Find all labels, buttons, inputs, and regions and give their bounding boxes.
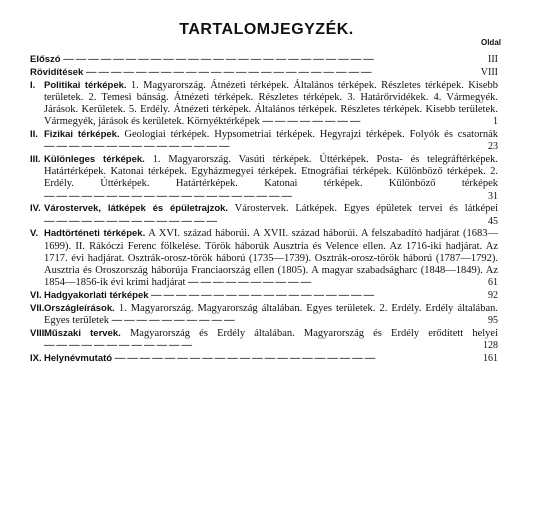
toc-entry-engineering-plans[interactable]: VIII. Műszaki tervek. Magyarország és Erdély általában. Magyarország és Erdély erődített helyei ———————————— 128 [30, 327, 499, 352]
entry-number: III. [30, 154, 41, 165]
toc-entry-political-maps[interactable]: I. Politikai térképek. 1. Magyarország. Átnézeti térképek. Általános térképek. Részletes térképek. Kisebb területek. 2. Temesi bánság. Átnézeti térképek. Részletes térképek. 3. Határőrvidékek. 4. Vármegyék. Járások. Kerületek. 5. Erdély. Átnézeti térképek. Általános térképek. Részletes térképek. Kisebb területek. Vármegyék, járások és kerületek. Környéktérképek ———————— 1 [30, 79, 498, 128]
entry-number: IX. [30, 352, 42, 364]
entry-page: 31 [484, 191, 498, 203]
entry-heading: Országleírások. [44, 302, 115, 314]
entry-page: 161 [479, 353, 498, 365]
entry-page: 128 [479, 340, 498, 352]
toc-entry-foreword[interactable]: Előszó ————————————————————————— III [30, 54, 498, 65]
toc-entry-physical-maps[interactable]: II. Fizikai térképek. Geologiai térképek. Hypsometriai térképek. Hegyrajzi térképek. Folyók és csatornák ——————————————— 23 [30, 129, 498, 153]
entry-heading: Előszó [30, 54, 61, 65]
entry-text: A XVI. század háborúi. A XVII. század háborúi. A felszabadító hadjárat (1683—1699). II. Rákóczi Ferenc fölkelése. Török háborúk Ausztria és Velence ellen. Az 1716-iki hadjárat. Az 1717. évi hadjárat. Osztrák-orosz-török háború (1735—1739). Osztrák-orosz-török háború (1787—1792). Ausztria és Oroszország háborúja Franciaország ellen (1805). A magyar szabadságharc (1848—1849). Az 1854—1856-ik évi krimi hadjárat [44, 228, 499, 289]
entry-heading: Fizikai térképek. [44, 129, 120, 140]
entry-number: VII. [30, 302, 45, 314]
entry-page: 95 [484, 315, 498, 327]
toc-entry-special-maps[interactable]: III. Különleges térképek. 1. Magyarország. Vasúti térképek. Úttérképek. Posta- és telegráftérképek. Határtérképek. Katonai térképek. Egyházmegyei térképek. Etnográfiai térképek. Különböző térképek. 2. Erdély. Úttérképek. Határtérképek. Katonai térképek. Különböző térképek ———————————————————— 31 [30, 154, 499, 202]
entry-number: I. [30, 79, 36, 91]
toc-entry-military-history-maps[interactable]: V. Hadtörténeti térképek. A XVI. század háborúi. A XVII. század háborúi. A felszabadító hadjárat (1683—1699). II. Rákóczi Ferenc fölkelése. Török háborúk Ausztria és Velence ellen. Az 1716-iki hadjárat. Az 1717. évi hadjárat. Osztrák-orosz-török háború (1735—1739). Osztrák-orosz-török háború (1787—1792). Ausztria és Oroszország háborúja Franciaország ellen (1805). A magyar szabadságharc (1848—1849). Az 1854—1856-ik évi krimi hadjárat —————————— 61 [30, 228, 499, 289]
entry-number: II. [30, 129, 38, 140]
toc-entry-place-index[interactable]: IX. Helynévmutató ————————————————————— 161 [30, 352, 498, 364]
entry-text: 1. Magyarország. Vasúti térképek. Úttérképek. Posta- és telegráftérképek. Határtérképek. Katonai térképek. Egyházmegyei térképek. Etnográfiai térképek. Különböző térképek. 2. Erdély. Úttérképek. Határtérképek. Katonai térképek. Különböző térképek [44, 154, 499, 190]
entry-heading: Különleges térképek. [44, 154, 145, 165]
page-column-header: Oldal [480, 38, 501, 47]
entry-heading: Hadtörténeti térképek. [44, 228, 146, 240]
page-title: TARTALOMJEGYZÉK. [179, 21, 354, 38]
entry-page: 23 [484, 141, 498, 153]
entry-page: III [484, 54, 498, 66]
entry-number: IV. [30, 203, 41, 215]
entry-heading: Várostervek, látképek és épületrajzok. [44, 203, 229, 215]
table-of-contents [30, 54, 498, 366]
entry-heading: Rövidítések [30, 66, 84, 78]
entry-page: 45 [484, 216, 498, 228]
entry-heading: Helynévmutató [44, 352, 113, 364]
entry-text: 1. Magyarország. Átnézeti térképek. Általános térképek. Részletes térképek. Kisebb területek. 2. Temesi bánság. Átnézeti térképek. Részletes térképek. 3. Határőrvidékek. 4. Vármegyék. Járások. Kerületek. 5. Erdély. Átnézeti térképek. Általános térképek. Részletes térképek. Kisebb területek. Vármegyék, járások és kerületek. Környéktérképek [44, 79, 498, 128]
entry-number: VI. [30, 290, 42, 302]
entry-text: Magyarország és Erdély általában. Magyarország és Erdély erődített helyei [129, 327, 499, 339]
entry-text: Geologiai térképek. Hypsometriai térképek. Hegyrajzi térképek. Folyók és csatornák [124, 129, 498, 140]
entry-heading: Politikai térképek. [44, 79, 127, 91]
entry-number: VIII. [30, 327, 47, 339]
entry-text: 1. Magyarország. Magyarország általában. Egyes területek. 2. Erdély. Erdély általában. Egyes területek [44, 302, 498, 327]
toc-entry-country-descriptions[interactable]: VII. Országleírások. 1. Magyarország. Magyarország általában. Egyes területek. 2. Erdély. Erdély általában. Egyes területek —————————— 95 [30, 302, 498, 327]
entry-text: Várostervek. Látképek. Egyes épületek tervei és látképei [234, 203, 499, 215]
entry-heading: Hadgyakorlati térképek [44, 290, 149, 302]
toc-entry-city-plans[interactable]: IV. Várostervek, látképek és épületrajzok. Várostervek. Látképek. Egyes épületek tervei és látképei —————————————— 45 [30, 203, 499, 227]
toc-entry-abbreviations[interactable]: Rövidítések ——————————————————————— VIII [30, 66, 498, 78]
entry-page: VIII [477, 67, 498, 79]
entry-number: V. [30, 228, 39, 240]
entry-page: 61 [484, 277, 498, 289]
toc-entry-manoeuvre-maps[interactable]: VI. Hadgyakorlati térképek —————————————————— 92 [30, 290, 498, 302]
entry-heading: Műszaki tervek. [44, 327, 121, 339]
entry-page: 1 [489, 116, 498, 128]
entry-page: 92 [484, 290, 498, 302]
